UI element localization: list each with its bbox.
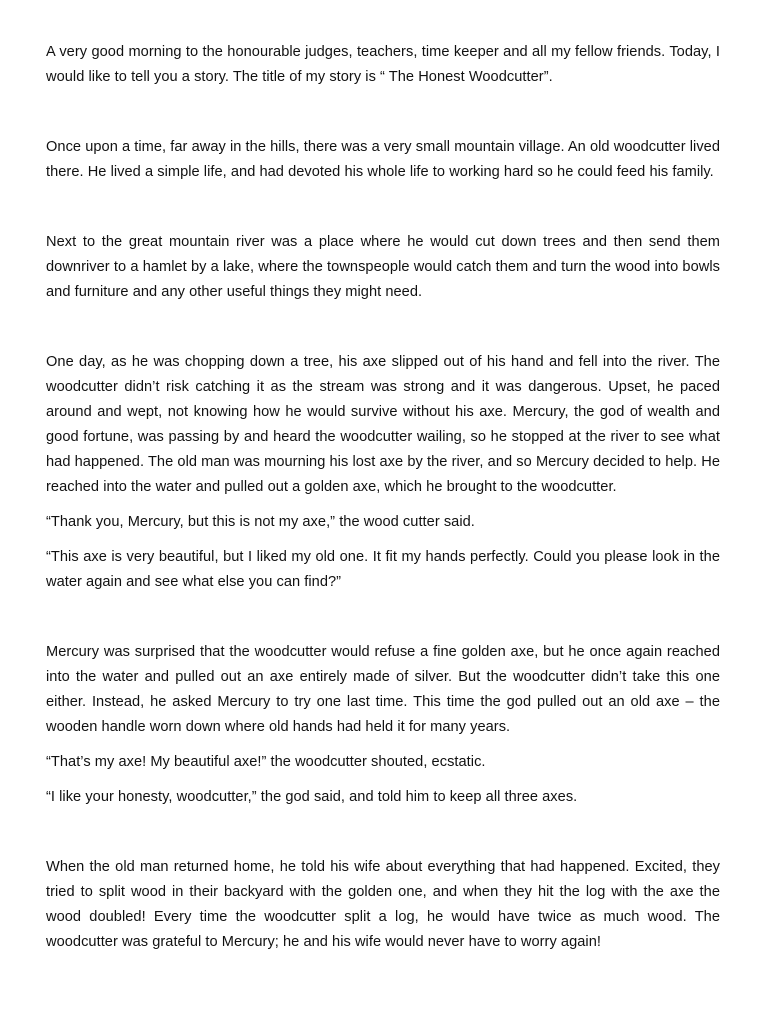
- document-page: [46, 40, 720, 955]
- paragraph-beautiful-axe: “This axe is very beautiful, but I liked my old one. It fit my hands perfectly. Could you please look in the water again and see what else you can find?”: [46, 549, 720, 590]
- paragraph-axe-falls: One day, as he was chopping down a tree, his axe slipped out of his hand and fell into the river. The woodcutter didn’t risk catching it as the stream was strong and it was dangerous. Upset, he paced around and wept, not knowing how he would survive without his axe. Mercury, the god of wealth and good fortune, was passing by and heard the woodcutter wailing, so he stopped at the river to see what had happened. The old man was mourning his lost axe by the river, and so Mercury decided to help. He reached into the water and pulled out a golden axe, which he brought to the woodcutter.: [46, 354, 720, 495]
- paragraph-once-upon-a-time: Once upon a time, far away in the hills, there was a very small mountain village. An old woodcutter lived there. He lived a simple life, and had devoted his whole life to working hard so he could feed his family.: [46, 139, 720, 180]
- paragraph-thats-my-axe: “That’s my axe! My beautiful axe!” the woodcutter shouted, ecstatic.: [46, 754, 486, 770]
- paragraph-ending: When the old man returned home, he told his wife about everything that had happened. Excited, they tried to split wood in their backyard with the golden one, and when they hit the log with the axe the wood doubled! Every time the woodcutter split a log, he would have twice as much wood. The woodcutter was grateful to Mercury; he and his wife would never have to worry again!: [46, 859, 720, 950]
- paragraph-thank-you: “Thank you, Mercury, but this is not my axe,” the wood cutter said.: [46, 514, 475, 530]
- paragraph-greeting: A very good morning to the honourable judges, teachers, time keeper and all my fellow friends. Today, I would like to tell you a story. The title of my story is “ The Honest Woodcutter”.: [46, 44, 720, 85]
- paragraph-silver-axe: Mercury was surprised that the woodcutter would refuse a fine golden axe, but he once again reached into the water and pulled out an axe entirely made of silver. But the woodcutter didn’t take this one either. Instead, he asked Mercury to try one last time. This time the god pulled out an old axe – the wooden handle worn down where old hands had held it for many years.: [46, 644, 720, 735]
- paragraph-honesty: “I like your honesty, woodcutter,” the god said, and told him to keep all three axes.: [46, 789, 578, 805]
- paragraph-mountain-river: Next to the great mountain river was a place where he would cut down trees and then send them downriver to a hamlet by a lake, where the townspeople would catch them and turn the wood into bowls and furniture and any other useful things they might need.: [46, 234, 720, 300]
